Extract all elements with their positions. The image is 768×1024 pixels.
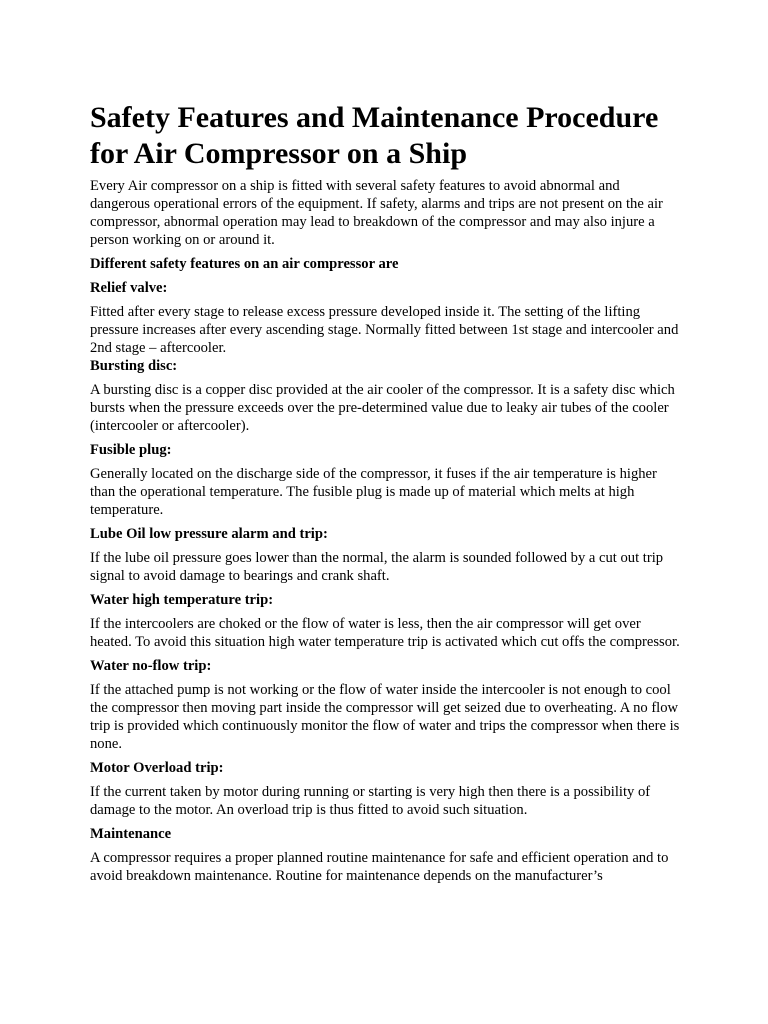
document-page	[90, 100, 682, 885]
relief-valve-heading: Relief valve:	[90, 280, 168, 296]
intro-paragraph: Every Air compressor on a ship is fitted with several safety features to avoid abnormal and dangerous operational errors of the equipment. If safety, alarms and trips are not present on the air compressor, abnormal operation may lead to breakdown of the compressor and may also injure a person working on or around it.	[90, 178, 663, 248]
maintenance-body: A compressor requires a proper planned routine maintenance for safe and efficient operation and to avoid breakdown maintenance. Routine for maintenance depends on the manufacturer’s	[90, 850, 669, 884]
water-high-temp-heading: Water high temperature trip:	[90, 592, 274, 608]
motor-overload-body: If the current taken by motor during running or starting is very high then there is a possibility of damage to the motor. An overload trip is thus fitted to avoid such situation.	[90, 784, 651, 818]
bursting-disc-heading: Bursting disc:	[90, 358, 178, 374]
water-no-flow-body: If the attached pump is not working or the flow of water inside the intercooler is not enough to cool the compressor then moving part inside the compressor will get seized due to overheating. A no flow trip is provided which continuously monitor the flow of water and trips the compressor when there is none.	[90, 682, 680, 752]
lube-oil-body: If the lube oil pressure goes lower than the normal, the alarm is sounded followed by a cut out trip signal to avoid damage to bearings and crank shaft.	[90, 550, 664, 584]
water-high-temp-body: If the intercoolers are choked or the flow of water is less, then the air compressor will get over heated. To avoid this situation high water temperature trip is activated which cut offs the compressor.	[90, 616, 680, 650]
bursting-disc-body: A bursting disc is a copper disc provided at the air cooler of the compressor. It is a safety disc which bursts when the pressure exceeds over the pre-determined value due to leaky air tubes of the cooler (intercooler or aftercooler).	[90, 382, 675, 434]
features-heading: Different safety features on an air compressor are	[90, 256, 399, 272]
water-no-flow-heading: Water no-flow trip:	[90, 658, 212, 674]
relief-valve-body: Fitted after every stage to release excess pressure developed inside it. The setting of the lifting pressure increases after every ascending stage. Normally fitted between 1st stage and intercooler and 2nd stage – aftercooler.	[90, 304, 679, 356]
fusible-plug-body: Generally located on the discharge side of the compressor, it fuses if the air temperature is higher than the operational temperature. The fusible plug is made up of material which melts at high temperature.	[90, 466, 657, 518]
document-title: Safety Features and Maintenance Procedure for Air Compressor on a Ship	[90, 101, 659, 170]
fusible-plug-heading: Fusible plug:	[90, 442, 172, 458]
motor-overload-heading: Motor Overload trip:	[90, 760, 224, 776]
maintenance-heading: Maintenance	[90, 826, 172, 842]
lube-oil-heading: Lube Oil low pressure alarm and trip:	[90, 526, 328, 542]
